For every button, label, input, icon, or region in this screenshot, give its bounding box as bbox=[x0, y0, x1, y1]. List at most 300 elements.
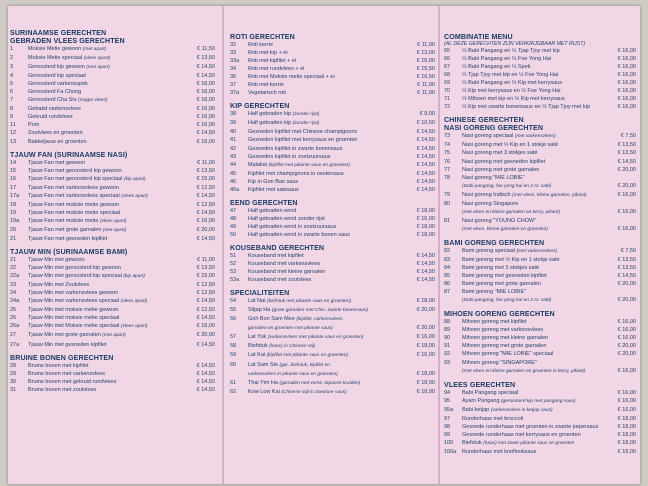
item-name bbox=[462, 406, 606, 415]
item-price: € 20,00 bbox=[617, 297, 636, 304]
menu-item bbox=[230, 268, 435, 276]
item-name bbox=[28, 331, 185, 340]
menu-item bbox=[10, 370, 215, 378]
item-description: (met apart) bbox=[86, 65, 110, 71]
item-number: 77 bbox=[444, 166, 451, 173]
item-title: ½ Tjap Tjoy met kip en ½ Foe Yong Hai bbox=[462, 72, 559, 79]
menu-item bbox=[230, 379, 435, 388]
item-price: € 13,50 bbox=[617, 142, 636, 149]
item-title: Sitjap Ha bbox=[248, 307, 271, 314]
item-description: (Dabi pangang, foe yong hai en 2 st. saté) bbox=[462, 183, 552, 189]
item-price: € 16,00 bbox=[617, 225, 636, 232]
item-number: 22 bbox=[10, 265, 17, 272]
item-price: € 14,50 bbox=[416, 145, 435, 152]
item-title: Nasi goreng met 3 stokjes saté bbox=[462, 150, 538, 157]
item-title: Gesnede runderhaas met kerrysaus en groenten bbox=[462, 431, 581, 438]
item-number: 19 bbox=[10, 209, 17, 216]
menu-item bbox=[10, 386, 215, 394]
item-price: € 16,00 bbox=[617, 48, 636, 54]
item-name bbox=[28, 129, 185, 137]
item-name bbox=[248, 223, 405, 231]
item-number: 17a bbox=[10, 192, 20, 199]
item-name bbox=[28, 175, 185, 184]
item-name bbox=[28, 80, 185, 88]
item-name bbox=[28, 105, 185, 113]
item-title: ½ Babi Pangang en ½ Kip met kerrysaus bbox=[462, 80, 562, 87]
menu-section bbox=[230, 33, 435, 97]
item-number: 31 bbox=[10, 386, 17, 393]
item-title: Kipfilet met champignons in oestersaus bbox=[248, 170, 344, 177]
item-price: € 14,50 bbox=[196, 370, 215, 377]
menu-item bbox=[10, 297, 215, 306]
item-price: € 18,00 bbox=[617, 431, 636, 438]
item-title: Tjauw Fan met moksie metie bbox=[28, 217, 99, 224]
item-name bbox=[28, 167, 185, 175]
item-name bbox=[28, 322, 185, 331]
menu-section bbox=[10, 37, 215, 146]
item-title: Nasi goreng met grote garnalen bbox=[462, 166, 540, 173]
menu-item bbox=[230, 276, 435, 284]
item-price: € 14,50 bbox=[196, 378, 215, 385]
item-title: Mihoen goreng "SINGAPORE" bbox=[462, 359, 537, 366]
item-title: Lat Sam Sie bbox=[248, 361, 278, 368]
item-number: 32 bbox=[230, 42, 237, 48]
menu-item bbox=[230, 207, 435, 215]
item-price: € 14,50 bbox=[196, 315, 215, 322]
item-title: Geroosterd varkensspek bbox=[28, 81, 88, 88]
item-price: € 16,00 bbox=[617, 64, 636, 71]
item-price: € 11,00 bbox=[417, 82, 435, 89]
item-description: (met apart) bbox=[102, 227, 127, 233]
section-title: CHINESE GERECHTEN bbox=[444, 116, 524, 125]
item-name bbox=[462, 342, 606, 350]
item-title: Malakai bbox=[248, 161, 267, 168]
item-price bbox=[606, 217, 636, 225]
item-number: 54 bbox=[230, 298, 237, 305]
item-number: 92 bbox=[444, 351, 451, 358]
item-price: € 12,50 bbox=[196, 307, 215, 314]
item-title: Nasi goreng met ½ Kip en 1 stokje saté bbox=[462, 142, 558, 149]
menu-item bbox=[444, 264, 636, 272]
item-name bbox=[248, 276, 405, 284]
item-title: Kow Low Kai bbox=[248, 388, 280, 395]
menu-item-continuation bbox=[444, 182, 636, 191]
item-price: € 20,00 bbox=[416, 325, 435, 332]
item-description: (geroosterd kip met pangang saus) bbox=[501, 398, 576, 404]
item-name bbox=[462, 71, 606, 79]
menu-item bbox=[230, 81, 435, 89]
item-title: Roti met kip + ei bbox=[248, 50, 288, 57]
item-price: € 14,50 bbox=[416, 161, 435, 168]
item-price: € 20,00 bbox=[416, 307, 435, 314]
section-title: VLEES GERECHTEN bbox=[444, 380, 516, 389]
item-title: Ayam Pangang bbox=[462, 397, 500, 404]
item-title: Mihoen goreng met kipfilet bbox=[462, 319, 527, 326]
menu-item-continuation bbox=[444, 225, 636, 234]
item-title: Bami goreng met 3 stokjes saté bbox=[462, 265, 540, 272]
item-number: 76 bbox=[444, 158, 451, 165]
menu-section bbox=[444, 124, 636, 234]
item-description: (vlees apart) bbox=[83, 56, 111, 62]
menu-item bbox=[10, 272, 215, 281]
item-description: (biefstuk met pikante saus en groenten) bbox=[266, 299, 352, 305]
item-title: Moksie Metie speciaal bbox=[28, 55, 83, 62]
item-description: (kip apart) bbox=[124, 176, 146, 182]
menu-item bbox=[230, 260, 435, 268]
item-number: 98 bbox=[444, 423, 451, 430]
item-name bbox=[28, 192, 185, 201]
item-name bbox=[462, 132, 606, 141]
menu-section bbox=[230, 199, 435, 239]
section-title: SPECIALITEITEN bbox=[230, 289, 290, 298]
item-price: € 15,50 bbox=[416, 66, 435, 73]
item-number: 9 bbox=[10, 114, 14, 121]
menu-item bbox=[230, 361, 435, 370]
item-name bbox=[248, 57, 405, 65]
menu-item bbox=[230, 128, 435, 136]
item-name bbox=[462, 415, 606, 423]
section-title: SURINAAMSE GERECHTEN bbox=[10, 29, 107, 37]
fold-line bbox=[438, 6, 440, 484]
item-title: Half gebraden eend zonder rijst bbox=[248, 215, 325, 222]
item-title: Tjauw Min met moksie metie speciaal bbox=[28, 315, 120, 322]
item-number bbox=[444, 367, 462, 376]
item-number: 46 bbox=[230, 178, 237, 185]
item-number: 45 bbox=[230, 170, 237, 177]
item-title: Gekruid rundvlees bbox=[28, 114, 73, 121]
item-price: € 16,00 bbox=[617, 104, 636, 111]
menu-item-continuation bbox=[444, 208, 636, 217]
item-number: 37a bbox=[230, 90, 240, 97]
item-number bbox=[444, 296, 462, 305]
item-description: (kipfilet met pikante saus en groenten) bbox=[266, 353, 348, 359]
item-price: € 16,00 bbox=[196, 97, 215, 104]
menu-section bbox=[444, 116, 636, 124]
item-number: 24a bbox=[10, 298, 20, 305]
item-number: 83 bbox=[444, 256, 451, 263]
item-number: 21 bbox=[10, 235, 17, 242]
item-number: 16 bbox=[10, 175, 17, 182]
menu-item bbox=[10, 378, 215, 386]
item-number: 100a bbox=[444, 448, 457, 455]
item-price: € 16,00 bbox=[617, 208, 636, 215]
menu-item bbox=[10, 256, 215, 264]
item-price: € 9,00 bbox=[419, 111, 435, 118]
item-name bbox=[462, 79, 606, 87]
item-name bbox=[248, 89, 405, 97]
section-title: TJAUW MIN (SURINAAMSE BAMI) bbox=[10, 248, 128, 257]
menu-item bbox=[10, 341, 215, 349]
item-number: 71 bbox=[444, 96, 451, 103]
menu-item bbox=[444, 191, 636, 200]
item-number: 6 bbox=[10, 89, 14, 96]
item-number: 49 bbox=[230, 223, 237, 230]
menu-item bbox=[444, 95, 636, 103]
menu-item bbox=[230, 49, 435, 57]
item-number: 59 bbox=[230, 352, 237, 359]
menu-section bbox=[10, 151, 215, 243]
item-description: (Chinese stijl in zoetzure saus) bbox=[281, 389, 347, 395]
item-title: ½ Babi Pangang en ½ Tjap Tjoy met kip bbox=[462, 48, 560, 54]
item-price: € 13,50 bbox=[196, 167, 215, 174]
item-title: Thai Yim Ha bbox=[248, 379, 278, 386]
item-price: € 16,00 bbox=[196, 106, 215, 113]
item-name bbox=[248, 186, 405, 194]
item-title: Roti kerrie bbox=[248, 42, 274, 48]
item-price: € 18,00 bbox=[617, 415, 636, 422]
item-description: (met vlees en kleine garnalen en groenten in kerry, pikant) bbox=[462, 368, 586, 374]
item-title: Babi Pangang speciaal bbox=[462, 389, 519, 396]
item-number: 89 bbox=[444, 327, 451, 334]
menu-item bbox=[444, 272, 636, 280]
item-title: Bami goreng met grote garnalen bbox=[462, 281, 541, 288]
menu-item bbox=[444, 397, 636, 406]
item-description: (haas) met zoete pikante saus en groenten bbox=[483, 440, 575, 446]
item-price: € 16,00 bbox=[617, 319, 636, 326]
item-title: Zoutvlees en groenten bbox=[28, 130, 83, 137]
item-number bbox=[444, 182, 462, 191]
item-name bbox=[462, 217, 606, 225]
item-name bbox=[248, 81, 405, 89]
menu-item bbox=[10, 159, 215, 167]
item-name bbox=[28, 63, 185, 72]
item-number: 69 bbox=[444, 80, 451, 87]
item-title: Tjauw Min met gesneden kipfilet bbox=[28, 341, 107, 348]
item-name bbox=[28, 314, 185, 322]
item-description: (zonder rijst) bbox=[292, 121, 320, 127]
item-number: 58 bbox=[230, 343, 237, 350]
section-title: KOUSEBAND GERECHTEN bbox=[230, 243, 325, 252]
item-title: Lat Kai bbox=[248, 352, 266, 359]
item-number: 57 bbox=[230, 334, 237, 341]
item-name bbox=[462, 256, 606, 264]
item-price: € 18,00 bbox=[617, 423, 636, 430]
item-description: (varkensvlees in ketjap saus) bbox=[490, 407, 553, 413]
item-number: 5 bbox=[10, 81, 14, 88]
item-price: € 18,00 bbox=[416, 343, 435, 350]
item-price: € 13,50 bbox=[617, 150, 636, 157]
item-title: Tjauw Min met grote garnalen bbox=[28, 332, 101, 339]
menu-item-continuation bbox=[230, 370, 435, 379]
section-title: MIHOEN GORENG GERECHTEN bbox=[444, 310, 555, 319]
item-price: € 12,50 bbox=[196, 290, 215, 297]
item-name bbox=[28, 159, 185, 167]
item-price: € 16,00 bbox=[617, 335, 636, 342]
item-name bbox=[28, 306, 185, 314]
menu-item bbox=[444, 55, 636, 63]
item-name bbox=[28, 121, 185, 129]
menu-item bbox=[10, 322, 215, 331]
item-title: Tjauw Fan met grote garnalen bbox=[28, 226, 102, 233]
menu-item bbox=[444, 166, 636, 174]
item-number: 91 bbox=[444, 343, 451, 350]
item-title: ½ Mihoen met kip en ½ Kip met kerrysaus bbox=[462, 96, 565, 103]
menu-item bbox=[10, 63, 215, 72]
item-name bbox=[462, 208, 606, 217]
item-price: € 14,50 bbox=[196, 362, 215, 369]
item-name bbox=[248, 119, 405, 128]
menu-item bbox=[230, 351, 435, 360]
item-title: Mihoen goreng met kleine garnalen bbox=[462, 335, 549, 342]
item-description: (vlees apart) bbox=[120, 299, 148, 305]
item-name bbox=[248, 110, 405, 119]
item-number: 73 bbox=[444, 133, 451, 140]
item-description: (mager vlees) bbox=[78, 98, 108, 104]
menu-item bbox=[10, 113, 215, 121]
item-title: Gesneden kipfilet met Chinese champignons bbox=[248, 129, 358, 136]
item-title: Half gebraden kip bbox=[248, 111, 292, 118]
item-description: (met vlees en kleine garnalen en kerry, pikant) bbox=[462, 209, 561, 215]
item-number: 40 bbox=[230, 129, 237, 136]
item-number: 79 bbox=[444, 191, 451, 198]
item-title: Nasi goreng Indisch bbox=[462, 191, 511, 198]
item-price: € 18,00 bbox=[416, 388, 435, 395]
item-price: € 16,00 bbox=[617, 88, 636, 95]
menu-section bbox=[444, 239, 636, 305]
item-number: 8 bbox=[10, 106, 14, 113]
item-title: Bami goreng met gesneden kipfilet bbox=[462, 273, 547, 280]
item-price: € 14,50 bbox=[416, 252, 435, 259]
item-description: (vlees apart) bbox=[99, 218, 127, 224]
item-number: 26 bbox=[10, 315, 17, 322]
item-price: € 16,00 bbox=[617, 72, 636, 79]
item-title: Bruine bonen met kipfilet bbox=[28, 362, 89, 369]
item-price: € 16,00 bbox=[196, 323, 215, 330]
item-description: (zonder rijst) bbox=[292, 112, 320, 118]
menu-item bbox=[230, 145, 435, 153]
item-title: Tjauw Fan met moksie metie speciaal bbox=[28, 209, 121, 216]
item-price bbox=[606, 174, 636, 182]
item-number: 81 bbox=[444, 217, 451, 224]
item-number: 51 bbox=[230, 252, 237, 259]
item-title: Mihoen goreng met varkensvlees bbox=[462, 327, 544, 334]
item-name bbox=[28, 72, 185, 80]
item-number: 94 bbox=[444, 389, 451, 396]
menu-item bbox=[10, 138, 215, 146]
item-name bbox=[248, 361, 405, 370]
item-description: (met varkensvlees) bbox=[514, 134, 556, 140]
menu-item bbox=[10, 281, 215, 289]
item-name bbox=[28, 209, 185, 217]
item-number: 88 bbox=[444, 319, 451, 326]
item-title: Kouseband met varkensvlees bbox=[248, 261, 321, 268]
item-title: Geroosterd kip gewoon bbox=[28, 64, 85, 71]
item-number: 34 bbox=[230, 66, 237, 73]
item-price: € 14,50 bbox=[416, 170, 435, 177]
item-name bbox=[462, 191, 606, 200]
item-number: 11 bbox=[10, 122, 16, 129]
item-name bbox=[248, 128, 405, 136]
item-price: € 16,00 bbox=[416, 334, 435, 341]
menu-item bbox=[10, 175, 215, 184]
menu-section bbox=[10, 29, 215, 37]
menu-item bbox=[230, 215, 435, 223]
menu-item bbox=[444, 423, 636, 431]
item-number: 37 bbox=[230, 82, 237, 89]
item-name bbox=[462, 63, 606, 71]
item-number: 52 bbox=[230, 261, 237, 268]
item-price: € 16,00 bbox=[416, 352, 435, 359]
item-title: Kouseband met kleine garnalen bbox=[248, 269, 326, 276]
item-title: Tjauw Min met gewoon bbox=[28, 257, 85, 264]
menu-item-continuation bbox=[444, 296, 636, 305]
item-title: Goh Bon Sam Mee bbox=[248, 316, 295, 323]
menu-item bbox=[230, 297, 435, 306]
item-description: (met vlees, kleine garnalen, pikant) bbox=[512, 192, 587, 198]
item-title: Nasi goreng Singapore bbox=[462, 200, 519, 207]
item-name bbox=[248, 252, 405, 260]
item-name bbox=[462, 318, 606, 326]
menu-section bbox=[230, 244, 435, 284]
item-number: 53a bbox=[230, 277, 240, 284]
item-price: € 18,00 bbox=[416, 298, 435, 305]
item-number: 26a bbox=[10, 323, 20, 330]
item-name bbox=[462, 182, 606, 191]
item-title: Tjauw Fan met gewoon bbox=[28, 159, 86, 166]
item-title: Nasi goreng "YOUNG CHOW" bbox=[462, 217, 537, 224]
item-title: Biefstuk bbox=[248, 343, 268, 350]
item-name bbox=[462, 272, 606, 280]
menu-item bbox=[444, 256, 636, 264]
item-price: € 16,00 bbox=[617, 56, 636, 63]
menu-item bbox=[230, 306, 435, 315]
item-number: 72 bbox=[444, 104, 451, 111]
item-name bbox=[28, 96, 185, 105]
menu-item bbox=[444, 87, 636, 95]
menu-item bbox=[10, 192, 215, 201]
menu-item bbox=[10, 129, 215, 137]
item-title: Bruine bonen met varkensvlees bbox=[28, 370, 106, 377]
item-name bbox=[28, 272, 185, 281]
item-name bbox=[28, 113, 185, 121]
menu-item bbox=[10, 362, 215, 370]
item-title: Gesneden kipfilet in zwarte bonensaus bbox=[248, 145, 343, 152]
item-number: 21 bbox=[10, 257, 17, 264]
item-number: 13 bbox=[10, 138, 17, 145]
item-number: 19a bbox=[10, 217, 20, 224]
item-price: € 20,00 bbox=[617, 343, 636, 350]
item-description: (Dabi pangang, foe yong hai en 2 st. saté) bbox=[462, 298, 552, 304]
item-name bbox=[248, 342, 405, 351]
item-title: Tjauw Fan met gesneden kipfilet bbox=[28, 235, 108, 242]
item-price: € 16,00 bbox=[196, 89, 215, 96]
item-number bbox=[444, 208, 462, 217]
item-number: 30 bbox=[10, 378, 17, 385]
menu-item bbox=[230, 170, 435, 178]
menu-item bbox=[10, 209, 215, 217]
item-title: Gebakd varkensvlees bbox=[28, 106, 81, 113]
item-description: (met apart) bbox=[102, 333, 126, 339]
item-name bbox=[28, 138, 185, 146]
item-price: € 16,00 bbox=[617, 191, 636, 198]
menu-item bbox=[10, 105, 215, 113]
item-description: (vlees apart) bbox=[121, 193, 148, 199]
menu-item bbox=[444, 63, 636, 71]
item-name bbox=[28, 184, 185, 192]
item-price: € 16,00 bbox=[196, 114, 215, 121]
item-title: Tjauw Min met geroosterd kip speciaal bbox=[28, 273, 122, 280]
item-title: Tjauw Fan met geroosterd kip gewoon bbox=[28, 167, 122, 174]
section-title: GEBRADEN VLEES GERECHTEN bbox=[10, 37, 125, 45]
menu-item bbox=[444, 342, 636, 350]
item-price: € 16,50 bbox=[416, 74, 435, 81]
item-title: Tjauw Min met Moksie metie speciaal bbox=[28, 323, 120, 330]
item-price bbox=[606, 359, 636, 367]
item-title: Pom bbox=[28, 122, 40, 129]
item-price: € 14,50 bbox=[416, 153, 435, 160]
item-price: € 14,50 bbox=[196, 386, 215, 393]
item-price: € 16,00 bbox=[196, 81, 215, 88]
